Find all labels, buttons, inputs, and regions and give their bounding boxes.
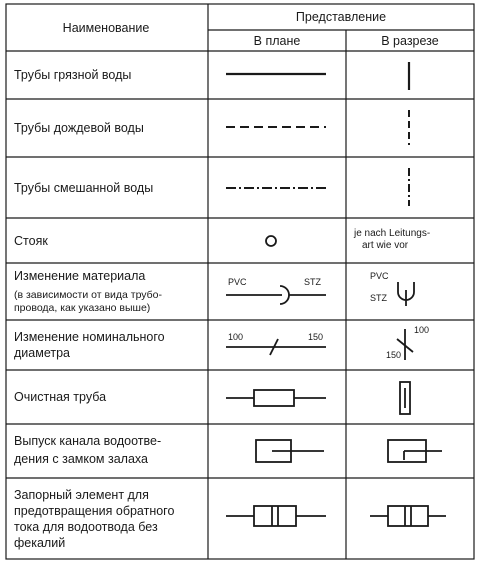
- material-change-plan-symbol: [226, 286, 326, 304]
- backflow-section-symbol: [370, 506, 446, 526]
- row-name-note: провода, как указано выше): [14, 302, 151, 314]
- riser-circle-symbol: [266, 236, 276, 246]
- section-label-top: 100: [414, 325, 430, 335]
- plan-label-right: STZ: [304, 277, 321, 287]
- row-name: Изменение материала: [14, 269, 146, 283]
- row-name: предотвращения обратного: [14, 504, 175, 518]
- row-name: Трубы грязной воды: [14, 68, 132, 82]
- row-name: тока для водоотвода без: [14, 520, 158, 534]
- plan-label-right: 150: [308, 332, 324, 342]
- section-note: art wie vor: [362, 240, 409, 251]
- row-name-note: (в зависимости от вида трубо-: [14, 289, 163, 301]
- plan-label-left: PVC: [228, 277, 247, 287]
- row-name: дения с замком залаха: [14, 452, 148, 466]
- header-representation: Представление: [295, 10, 387, 24]
- row-name: Трубы дождевой воды: [14, 121, 144, 135]
- section-label-bottom: STZ: [370, 293, 387, 303]
- cleaning-pipe-plan-symbol: [226, 390, 326, 406]
- outlet-section-symbol: [388, 440, 442, 462]
- plan-label-left: 100: [228, 332, 244, 342]
- row-name: диаметра: [14, 346, 70, 360]
- row-name: фекалий: [14, 536, 66, 550]
- header-name-column: Наименование: [62, 21, 150, 35]
- row-name: Стояк: [14, 234, 48, 248]
- row-name: Выпуск канала водоотве-: [14, 434, 162, 448]
- row-name: Запорный элемент для: [14, 488, 149, 502]
- backflow-plan-symbol: [226, 506, 326, 526]
- material-change-section-symbol: [398, 282, 414, 306]
- row-name: Трубы смешанной воды: [14, 181, 154, 195]
- cleaning-pipe-section-symbol: [400, 382, 410, 414]
- row-name: Изменение номинального: [14, 330, 165, 344]
- header-plan: В плане: [253, 34, 301, 48]
- section-label-top: PVC: [370, 271, 389, 281]
- section-note: je nach Leitungs-: [354, 228, 431, 239]
- row-name: Очистная труба: [14, 390, 107, 404]
- header-section: В разрезе: [381, 34, 439, 48]
- outlet-plan-symbol: [256, 440, 324, 462]
- section-label-bottom: 150: [386, 350, 402, 360]
